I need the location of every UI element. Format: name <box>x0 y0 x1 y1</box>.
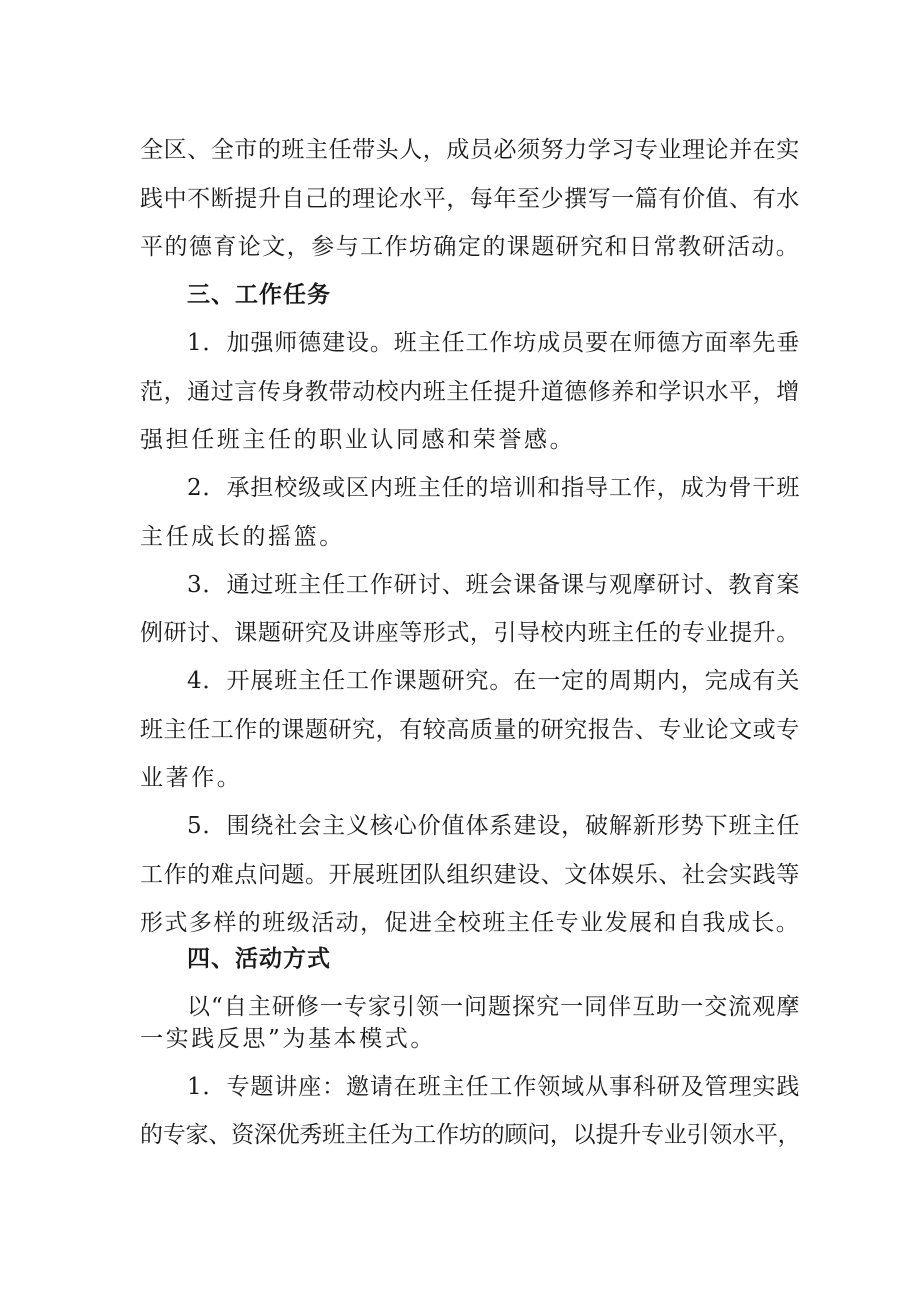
body-line: 业著作。 <box>140 765 243 791</box>
body-line: 践中不断提升自己的理论水平，每年至少撰写一篇有价值、有水 <box>140 186 800 212</box>
body-line: 3．通过班主任工作研讨、班会课备课与观摩研讨、教育案 <box>187 572 801 598</box>
body-line: 班主任工作的课题研究，有较高质量的研究报告、专业论文或专 <box>140 717 800 743</box>
body-line: 1．加强师德建设。班主任工作坊成员要在师德方面率先垂 <box>187 330 801 356</box>
body-line: 强担任班主任的职业认同感和荣誉感。 <box>140 427 576 453</box>
body-line: 4．开展班主任工作课题研究。在一定的周期内，完成有关 <box>187 668 801 694</box>
body-line: 全区、全市的班主任带头人，成员必须努力学习专业理论并在实 <box>140 137 800 163</box>
body-line: 1．专题讲座：邀请在班主任工作领域从事科研及管理实践 <box>187 1074 801 1100</box>
body-line: 以“自主研修一专家引领一问题探究一同伴互助一交流观摩 <box>187 994 801 1020</box>
body-line: 平的德育论文，参与工作坊确定的课题研究和日常教研活动。 <box>140 234 801 260</box>
body-line: 例研讨、课题研究及讲座等形式，引导校内班主任的专业提升。 <box>140 620 800 646</box>
body-line: 5．围绕社会主义核心价值体系建设，破解新形势下班主任 <box>187 813 801 839</box>
body-line: 形式多样的班级活动，促进全校班主任专业发展和自我成长。 <box>140 910 801 936</box>
body-line: 范，通过言传身教带动校内班主任提升道德修养和学识水平，增 <box>140 379 800 405</box>
section-heading: 四、活动方式 <box>187 946 331 972</box>
body-line: 2．承担校级或区内班主任的培训和指导工作，成为骨干班 <box>187 475 801 501</box>
section-heading: 三、工作任务 <box>187 282 331 308</box>
body-line: 主任成长的摇篮。 <box>140 524 345 550</box>
body-line: 工作的难点问题。开展班团队组织建设、文体娱乐、社会实践等 <box>140 862 800 888</box>
body-line: 一实践反思”为基本模式。 <box>140 1026 436 1052</box>
body-line: 的专家、资深优秀班主任为工作坊的顾问，以提升专业引领水平， <box>140 1122 801 1148</box>
